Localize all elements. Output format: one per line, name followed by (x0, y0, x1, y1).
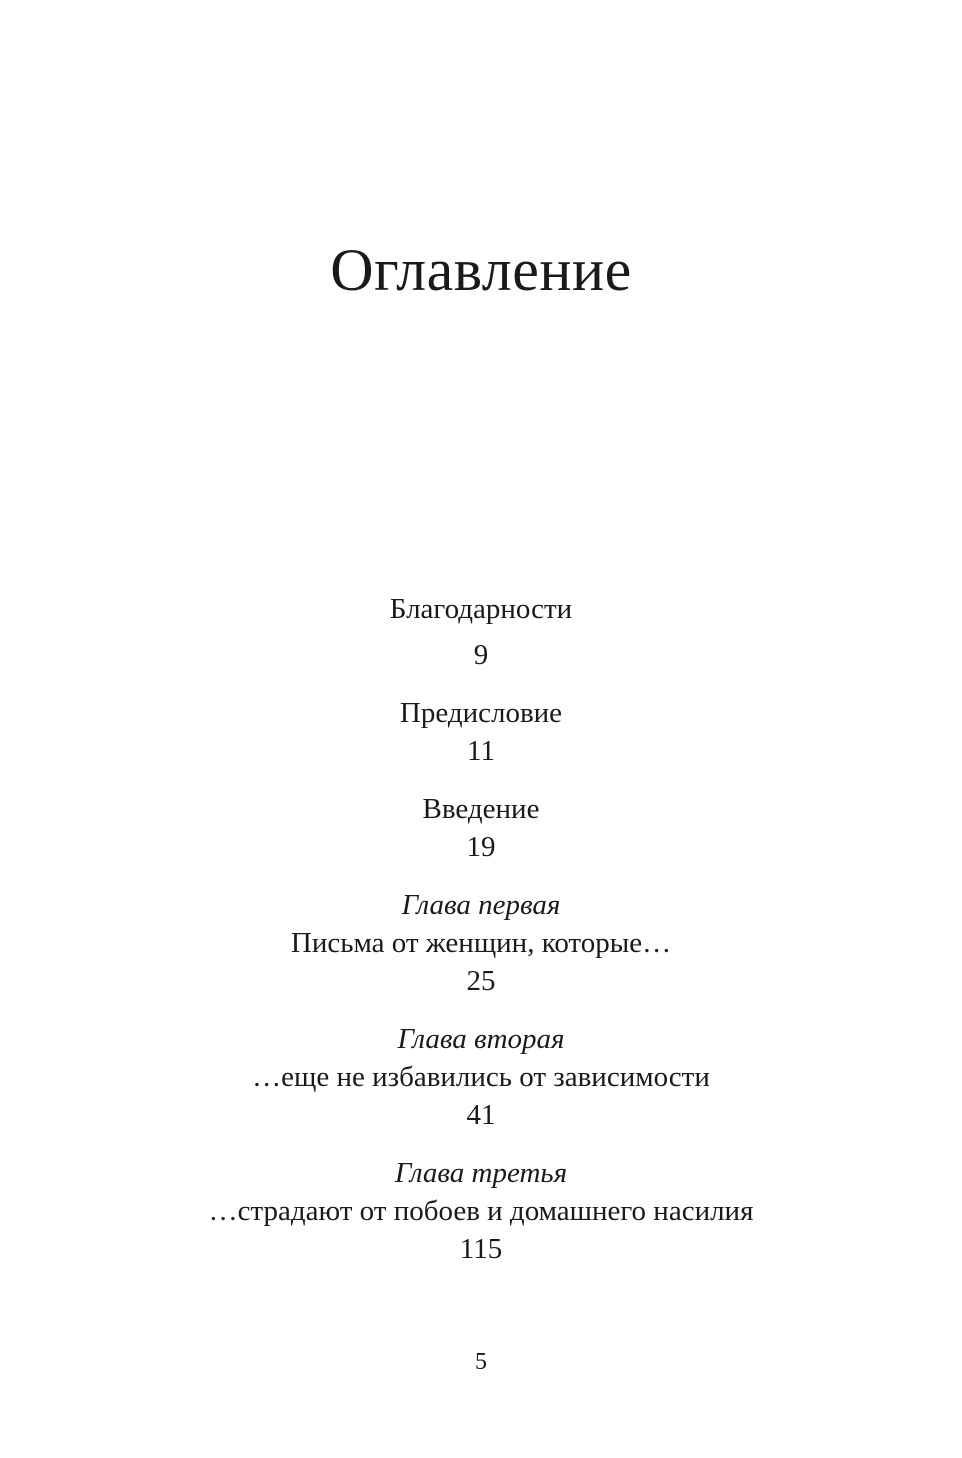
toc-entry-title: Письма от женщин, которые… (290, 927, 672, 959)
page-number: 5 (475, 1349, 487, 1375)
toc-entry-title: …страдают от побоев и домашнего насилия (208, 1195, 754, 1227)
toc-entry-acknowledgements[interactable] (0, 590, 962, 674)
toc-entry-preface[interactable] (0, 694, 962, 770)
toc-chapter-label: Глава третья (394, 1157, 568, 1189)
toc-entry-page: 25 (466, 965, 496, 997)
toc-chapter-label: Глава вторая (397, 1023, 565, 1055)
table-of-contents (0, 590, 962, 1268)
toc-entry-chapter-2[interactable] (0, 1020, 962, 1134)
toc-entry-title: Предисловие (399, 697, 563, 729)
toc-entry-introduction[interactable] (0, 790, 962, 866)
toc-entry-page: 115 (459, 1233, 503, 1265)
toc-entry-title: Благодарности (389, 593, 573, 625)
toc-entry-page: 11 (467, 735, 495, 767)
toc-chapter-label: Глава первая (401, 889, 561, 921)
toc-entry-title: Введение (422, 793, 540, 825)
toc-entry-page: 9 (473, 639, 489, 671)
toc-entry-chapter-1[interactable] (0, 886, 962, 1000)
toc-entry-title: …еще не избавились от зависимости (252, 1061, 710, 1093)
toc-entry-chapter-3[interactable] (0, 1154, 962, 1268)
toc-entry-page: 41 (466, 1099, 496, 1131)
toc-entry-page: 19 (466, 831, 496, 863)
page-title: Оглавление (330, 237, 632, 303)
